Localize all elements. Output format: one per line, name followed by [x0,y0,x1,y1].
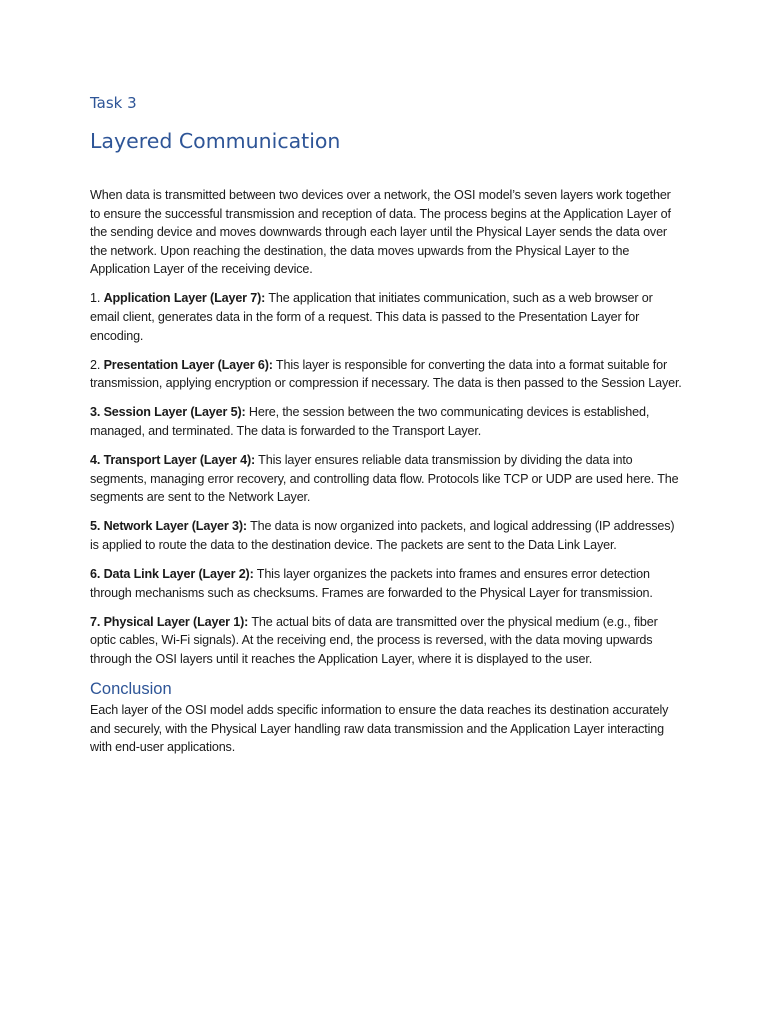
layer-name: Application Layer (Layer 7): [103,291,266,306]
layer-name: Session Layer (Layer 5): [103,405,246,420]
layer-name: Network Layer (Layer 3): [103,519,247,534]
layer-description: The data is now organized into packets, and logical addressing (IP addresses) is applied to route the data to the destination device. The packets are sent to the Data Link Layer. [90,519,675,552]
document-title: Layered Communication [90,129,341,153]
layer-paragraph-4 [90,451,682,507]
layer-number: 1. [90,291,101,306]
intro-paragraph: When data is transmitted between two devices over a network, the OSI model’s seven layers work together to ensure the successful transmission and reception of data. The process begins at the Application Layer of the sending device and moves downwards through each layer until the Physical Layer sends the data over the network. Upon reaching the destination, the data moves upwards from the Physical Layer to the Application Layer of the receiving device. [90,188,671,277]
layer-description: This layer organizes the packets into frames and ensures error detection through mechanisms such as checksums. Frames are forwarded to the Physical Layer for transmission. [90,567,653,600]
layer-paragraph-1 [90,613,682,669]
layer-name: Presentation Layer (Layer 6): [103,357,273,372]
layer-description: The actual bits of data are transmitted over the physical medium (e.g., fiber optic cables, Wi-Fi signals). At the receiving end, the process is reversed, with the data moving upwards through the OSI layers until it reaches the Application Layer, where it is displayed to the user. [90,614,658,666]
layer-paragraph-6 [90,356,682,393]
layer-number: 7. [90,614,101,629]
conclusion-paragraph: Each layer of the OSI model adds specific information to ensure the data reaches its destination accurately and securely, with the Physical Layer handling raw data transmission and the Application Layer interacting with end-user applications. [90,703,669,755]
layer-number: 2. [90,357,101,372]
layer-description: This layer is responsible for converting the data into a format suitable for transmission, applying encryption or compression if necessary. The data is then passed to the Session Layer. [90,357,682,391]
layer-description: Here, the session between the two communicating devices is established, managed, and terminated. The data is forwarded to the Transport Layer. [90,405,650,439]
layer-number: 3. [90,405,101,420]
layer-paragraph-2 [90,565,682,602]
layer-paragraph-5 [90,403,682,440]
layer-name: Physical Layer (Layer 1): [103,614,249,629]
layer-number: 6. [90,567,101,582]
conclusion-heading: Conclusion [90,680,172,699]
layer-name: Transport Layer (Layer 4): [103,453,256,468]
layer-paragraph-3 [90,517,682,554]
layer-number: 4. [90,453,101,468]
layer-number: 5. [90,519,101,534]
document-body [90,186,682,757]
layer-name: Data Link Layer (Layer 2): [103,567,254,582]
task-label: Task 3 [90,94,137,112]
layer-paragraph-7 [90,289,682,345]
layer-description: This layer ensures reliable data transmission by dividing the data into segments, managing error recovery, and controlling data flow. Protocols like TCP or UDP are used here. The segments are sent to the Network Layer. [90,453,679,505]
layer-description: The application that initiates communication, such as a web browser or email client, generates data in the form of a request. This data is passed to the Presentation Layer for encoding. [90,291,653,343]
